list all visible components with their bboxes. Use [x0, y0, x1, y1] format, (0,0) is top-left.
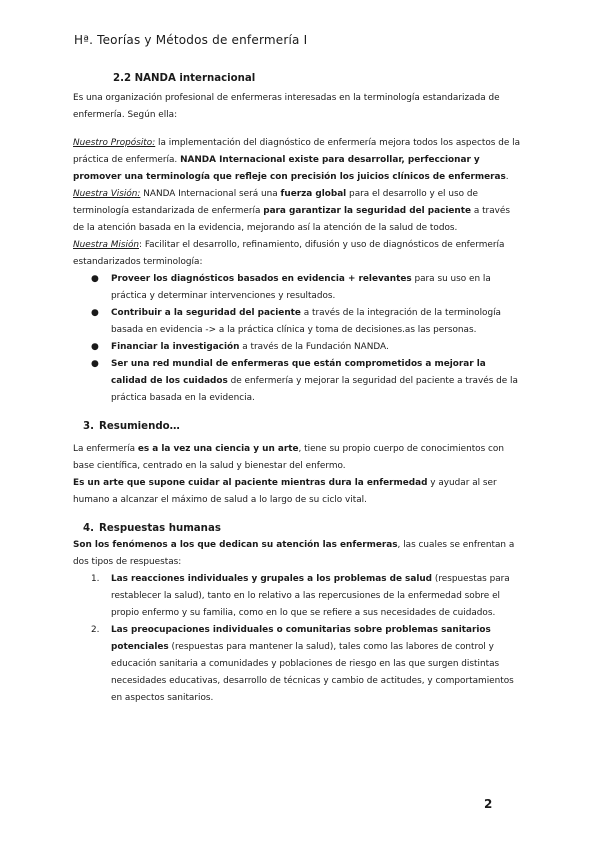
respuestas-intro: Son los fenómenos a los que dedican su atención las enfermeras, las cuales se enfrentan a dos tipos de respuestas:: [73, 540, 515, 567]
list-item: 2. Las preocupaciones individuales o comunitarias sobre problemas sanitarios potenciales (respuestas para mantener la salud), tales como las labores de control y educación sanitaria a comunidades y poblaciones de riesgo en las que surgen distintas necesidades educativas, desarrollo de técnicas y cambio de actitudes, y comportamientos en aspectos sanitarios.: [91, 625, 514, 703]
bullet-icon: ●: [91, 342, 99, 352]
nanda-intro: Es una organización profesional de enfermeras interesadas en la terminología estandarizada de enfermería. Según ella:: [73, 93, 500, 120]
page-number: 2: [484, 797, 493, 811]
list-item: ● Proveer los diagnósticos basados en evidencia + relevantes para su uso en la práctica y determinar intervenciones y resultados.: [111, 271, 523, 305]
section-2-2-title: 2.2 NANDA internacional: [113, 73, 256, 84]
page-content: [73, 70, 523, 707]
bullet-icon: ●: [91, 359, 99, 369]
mision-paragraph: Nuestra Misión: Facilitar el desarrollo, refinamiento, difusión y uso de diagnósticos de enfermería estandarizados terminología:: [73, 240, 505, 267]
vision-emphasis-2: para garantizar la seguridad del paciente: [263, 206, 471, 216]
list-item: ● Financiar la investigación a través de la Fundación NANDA.: [111, 339, 523, 356]
list-item: ● Contribuir a la seguridad del paciente a través de la integración de la terminología basada en evidencia -> a la práctica clínica y toma de decisiones.as las personas.: [111, 305, 523, 339]
vision-label: Nuestra Visión:: [73, 189, 141, 199]
list-item: ● Ser una red mundial de enfermeras que están comprometidos a mejorar la calidad de los cuidados de enfermería y mejorar la seguridad del paciente a través de la práctica basada en la evidencia.: [111, 356, 523, 407]
proposito-emphasis: NANDA Internacional existe para desarrollar, perfeccionar y promover una terminología que refleje con precisión los juicios clínicos de enfermeras: [73, 155, 506, 182]
section-4-title: 4. Respuestas humanas: [83, 523, 221, 534]
page-header: Hª. Teorías y Métodos de enfermería I: [74, 33, 308, 47]
resumiendo-paragraph-2: Es un arte que supone cuidar al paciente mientras dura la enfermedad y ayudar al ser humano a alcanzar el máximo de salud a lo largo de su ciclo vital.: [73, 478, 497, 505]
proposito-paragraph: Nuestro Propósito: la implementación del diagnóstico de enfermería mejora todos los aspectos de la práctica de enfermería. NANDA Internacional existe para desarrollar, perfeccionar y promover una terminología que refleje con precisión los juicios clínicos de enfermeras.: [73, 138, 521, 182]
respuestas-numbered-list: [73, 571, 523, 707]
proposito-label: Nuestro Propósito:: [73, 138, 156, 148]
bullet-icon: ●: [91, 274, 99, 284]
vision-emphasis-1: fuerza global: [280, 189, 347, 199]
mision-label: Nuestra Misión: [73, 240, 140, 250]
vision-paragraph: Nuestra Visión: NANDA Internacional será una fuerza global para el desarrollo y el uso de terminología estandarizada de enfermería para garantizar la seguridad del paciente a través de la atención basada en la evidencia, mejorando así la atención de la salud de todos.: [73, 189, 510, 233]
resumiendo-paragraph-1: La enfermería es a la vez una ciencia y un arte, tiene su propio cuerpo de conocimientos con base científica, centrado en la salud y bienestar del enfermo.: [73, 444, 504, 471]
list-item: 1. Las reacciones individuales y grupales a los problemas de salud (respuestas para restablecer la salud), tanto en lo relativo a las repercusiones de la enfermedad sobre el propio enfermo y su familia, como en lo que se refiere a sus necesidades de cuidados.: [91, 574, 510, 618]
section-3-title: 3. Resumiendo…: [83, 421, 180, 432]
mision-bullet-list: [73, 271, 523, 407]
bullet-icon: ●: [91, 308, 99, 318]
